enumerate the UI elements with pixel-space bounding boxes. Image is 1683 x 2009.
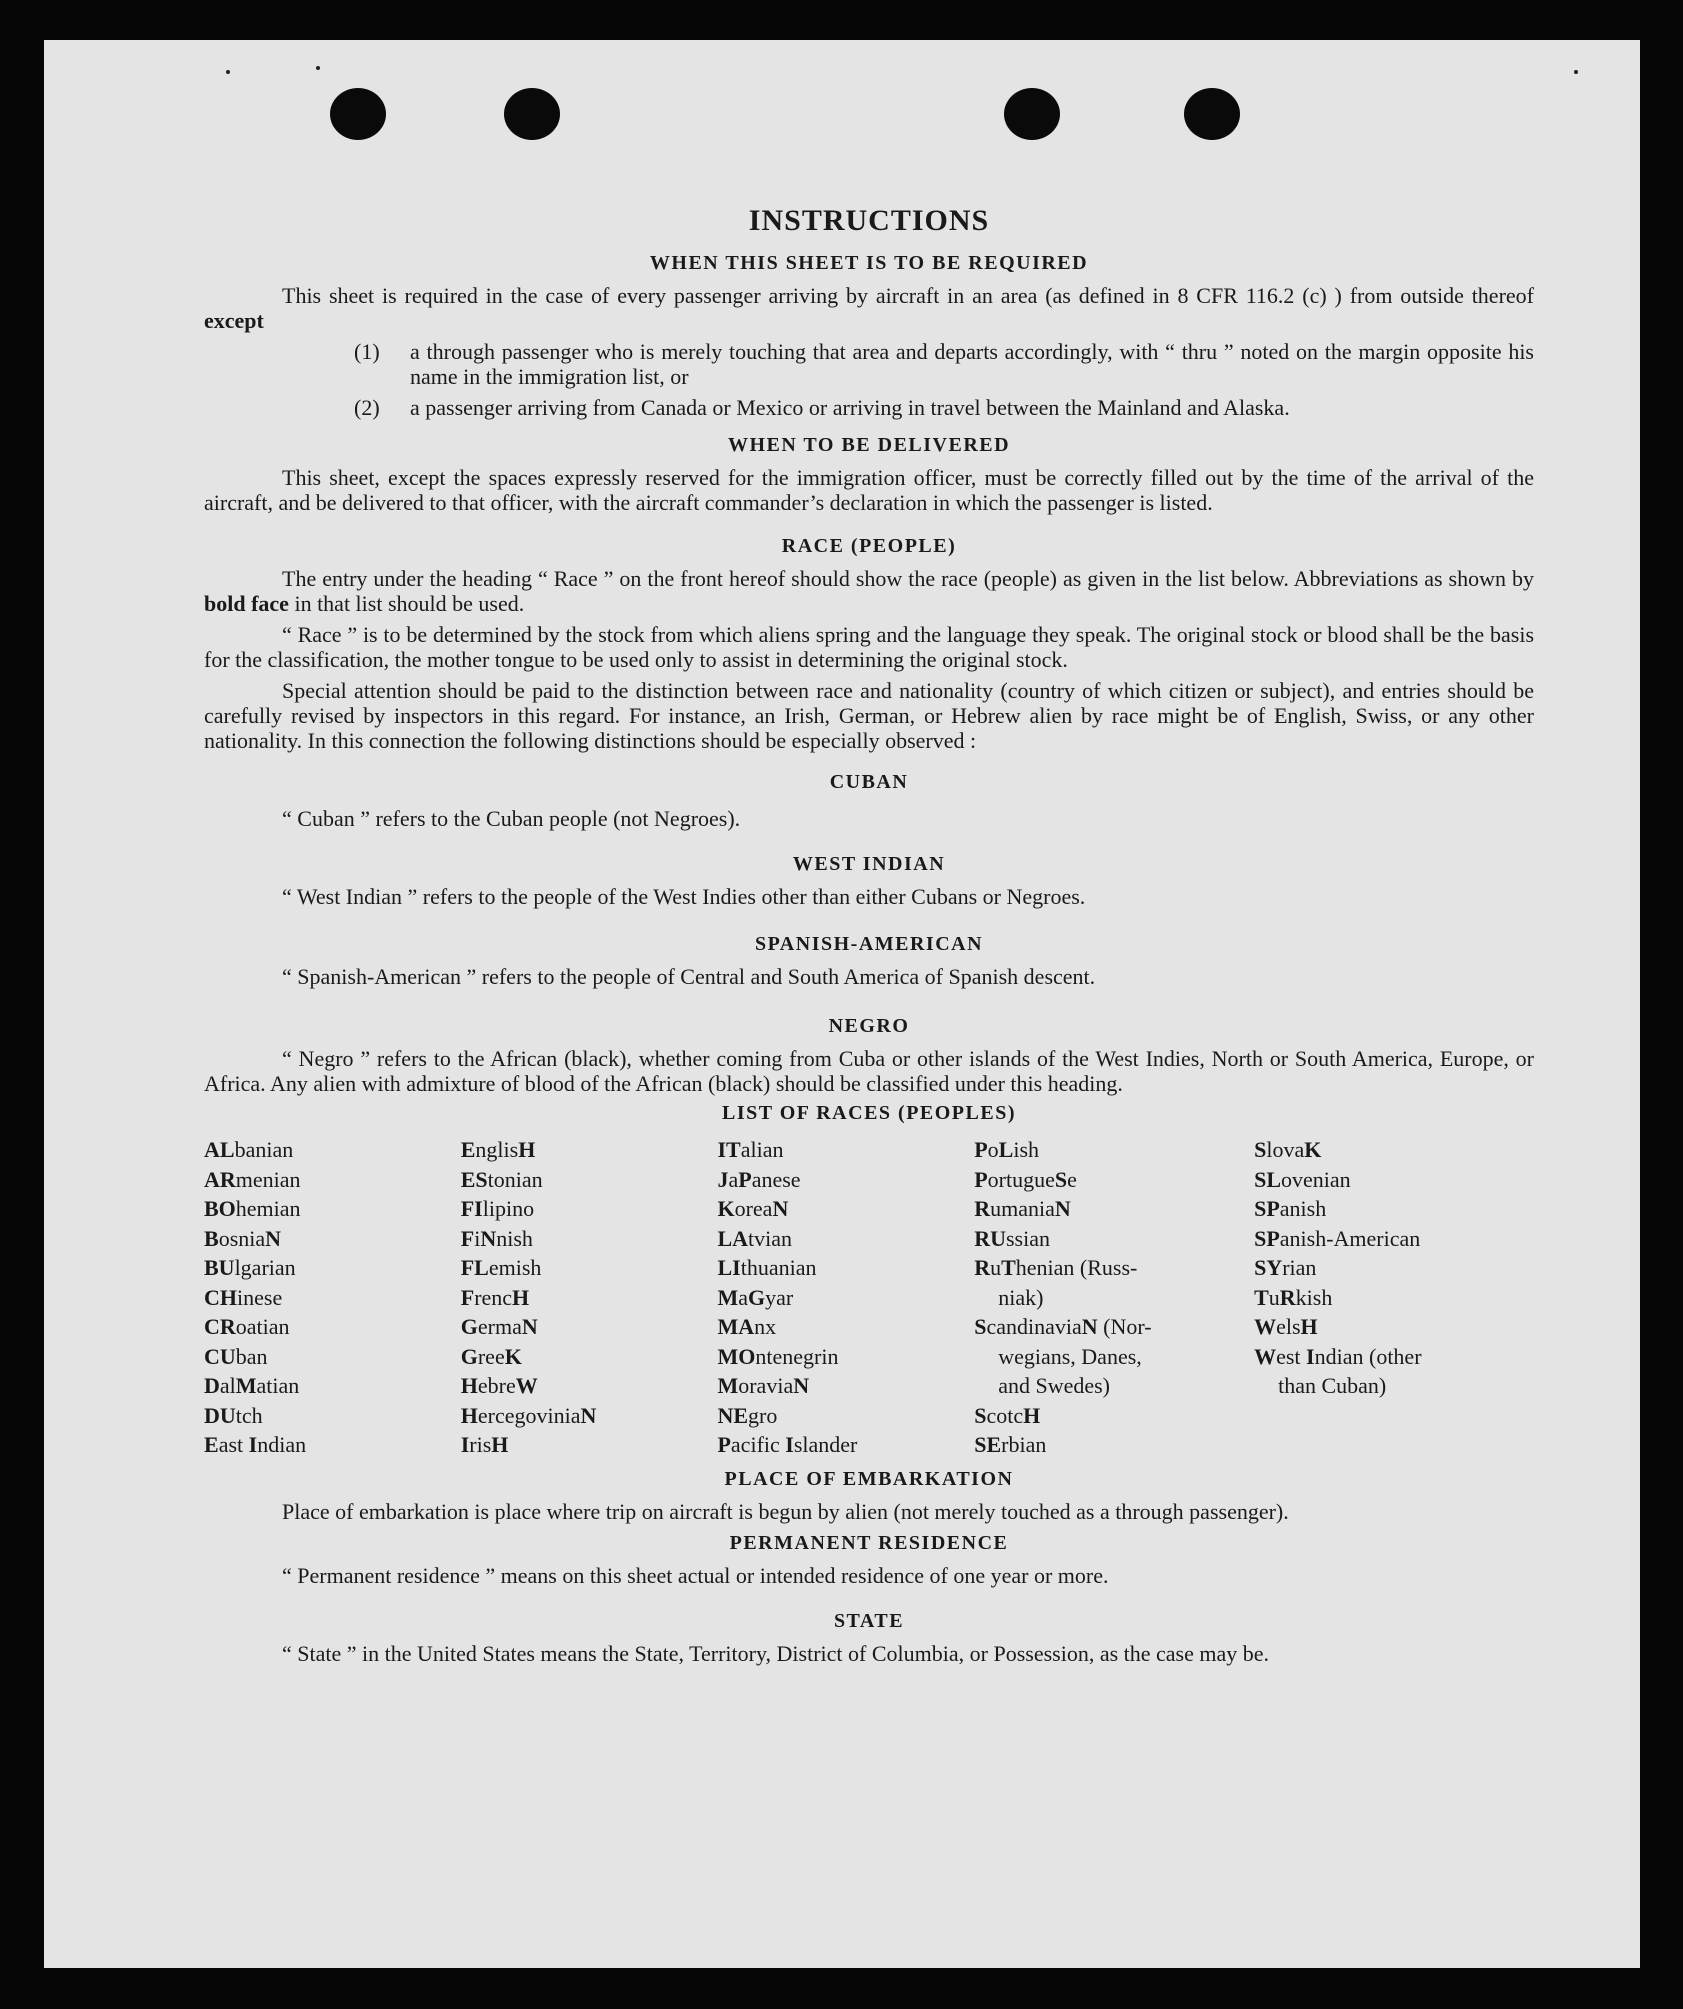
race-entry: MAnx xyxy=(717,1314,777,1339)
race-entry: PortugueSe xyxy=(974,1166,1077,1192)
race-entry: MoraviaN xyxy=(717,1373,810,1398)
race-entry: LIthuanian xyxy=(717,1255,817,1280)
west-indian-text: “ West Indian ” refers to the people of the West Indies other than either Cubans or Negroes. xyxy=(282,884,1086,909)
section-heading-west-indian: WEST INDIAN xyxy=(792,853,946,875)
race-entry: LAtvian xyxy=(717,1225,793,1251)
instructions-content xyxy=(204,164,1534,1672)
state-text: “ State ” in the United States means the State, Territory, District of Columbia, or Possession, as the case may be. xyxy=(282,1640,1270,1666)
race-entry: RumaniaN xyxy=(974,1196,1071,1221)
punch-hole-4 xyxy=(1184,88,1240,140)
speck xyxy=(226,70,230,74)
section-heading-cuban: CUBAN xyxy=(829,771,909,793)
race-paragraph-2: “ Race ” is to be determined by the stock from which aliens spring and the language they speak. The original stock or blood shall be the basis for the classification, the mother tongue to be used only to assist in determining the original stock. xyxy=(204,622,1534,672)
race-entry: FLemish xyxy=(460,1255,542,1280)
race-entry: ScotcH xyxy=(974,1402,1041,1428)
race-entry: SErbian xyxy=(974,1432,1047,1457)
embarkation-text: Place of embarkation is place where trip on aircraft is begun by alien (not merely touched as a through passenger). xyxy=(282,1498,1289,1524)
race-entry: WelsH xyxy=(1254,1314,1318,1339)
required-intro: This sheet is required in the case of every passenger arriving by aircraft in an area (as defined in 8 CFR 116.2 (c) ) from outside thereof except xyxy=(204,283,1534,333)
race-entry: RUssian xyxy=(974,1225,1050,1251)
section-heading-residence: PERMANENT RESIDENCE xyxy=(729,1531,1009,1554)
race-paragraph-1: The entry under the heading “ Race ” on the front hereof should show the race (people) as given in the list below. Abbreviations as shown by bold face in that list should be used. xyxy=(204,566,1534,616)
race-entry: and Swedes) xyxy=(998,1373,1111,1398)
race-entry: JaPanese xyxy=(717,1166,801,1192)
punch-hole-2 xyxy=(504,88,560,140)
negro-text: “ Negro ” refers to the African (black), whether coming from Cuba or other islands of the West Indies, North or South America, Europe, or Africa. Any alien with admixture of blood of the African (black) should be classified under this heading. xyxy=(204,1046,1534,1096)
race-column xyxy=(974,1135,1254,1460)
cuban-text: “ Cuban ” refers to the Cuban people (not Negroes). xyxy=(282,806,741,831)
exception-item: (2) a passenger arriving from Canada or Mexico or arriving in travel between the Mainland and Alaska. xyxy=(354,395,1290,420)
page-title: INSTRUCTIONS xyxy=(748,204,990,237)
race-column xyxy=(204,1135,461,1460)
section-heading-race: RACE (PEOPLE) xyxy=(781,535,957,557)
delivered-text: This sheet, except the spaces expressly reserved for the immigration officer, must be correctly filled out by the time of the arrival of the aircraft, and be delivered to that officer, with the aircraft commander’s declaration in which the passenger is listed. xyxy=(204,465,1534,515)
race-entry: SPanish xyxy=(1254,1196,1327,1221)
section-heading-embarkation: PLACE OF EMBARKATION xyxy=(724,1467,1014,1490)
race-entry: ITalian xyxy=(717,1137,784,1162)
speck xyxy=(1574,70,1578,74)
race-column xyxy=(1254,1135,1534,1460)
punch-hole-1 xyxy=(330,88,386,140)
race-entry: ARmenian xyxy=(204,1166,301,1192)
race-entry: DUtch xyxy=(204,1402,263,1428)
race-entry: EnglisH xyxy=(460,1137,536,1162)
race-entry: SYrian xyxy=(1254,1255,1317,1280)
race-paragraph-3: Special attention should be paid to the distinction between race and nationality (country of which citizen or subject), and entries should be carefully revised by inspectors in this regard. For instance, an Irish, German, or Hebrew alien by race might be of English, Swiss, or any other nationality. In this connection the following distinctions should be especially observed : xyxy=(204,678,1534,753)
race-entry: ALbanian xyxy=(204,1137,294,1162)
race-entry: BOhemian xyxy=(204,1196,301,1221)
race-entry: than Cuban) xyxy=(1278,1373,1387,1398)
document-sheet xyxy=(44,40,1640,1968)
race-entry: NEgro xyxy=(717,1402,778,1428)
race-entry: KoreaN xyxy=(717,1196,789,1221)
race-list xyxy=(204,1135,1534,1460)
race-entry: East Indian xyxy=(204,1432,307,1457)
race-entry: GreeK xyxy=(460,1343,522,1369)
race-entry: PoLish xyxy=(974,1137,1040,1162)
race-entry: IrisH xyxy=(460,1432,509,1457)
residence-text: “ Permanent residence ” means on this sheet actual or intended residence of one year or more. xyxy=(282,1562,1109,1588)
race-entry: FIlipino xyxy=(460,1196,535,1221)
exception-item: (1) a through passenger who is merely touching that area and departs accordingly, with “ thru ” noted on the margin opposite his name in the immigration list, or xyxy=(354,339,1534,389)
race-entry: SLovenian xyxy=(1254,1166,1351,1192)
section-heading-negro: NEGRO xyxy=(828,1015,910,1037)
punch-hole-3 xyxy=(1004,88,1060,140)
race-entry: HercegoviniaN xyxy=(460,1402,597,1428)
race-entry: wegians, Danes, xyxy=(998,1343,1142,1369)
race-entry: DalMatian xyxy=(204,1373,300,1398)
race-entry: CRoatian xyxy=(204,1314,290,1339)
race-list-heading: LIST OF RACES (PEOPLES) xyxy=(721,1102,1016,1124)
race-entry: HebreW xyxy=(460,1373,538,1398)
race-entry: FiNnish xyxy=(460,1225,533,1251)
race-column xyxy=(461,1135,718,1460)
section-heading-state: STATE xyxy=(833,1609,905,1632)
race-entry: Pacific Islander xyxy=(717,1432,858,1457)
section-heading-spanish-american: SPANISH-AMERICAN xyxy=(754,933,984,955)
race-entry: BUlgarian xyxy=(204,1255,296,1280)
section-heading-delivered: WHEN TO BE DELIVERED xyxy=(727,434,1011,456)
race-entry: SlovaK xyxy=(1254,1137,1322,1162)
race-entry: BosniaN xyxy=(204,1225,282,1251)
race-entry: CHinese xyxy=(204,1284,283,1310)
race-entry: niak) xyxy=(998,1284,1044,1310)
race-entry: TuRkish xyxy=(1254,1284,1333,1310)
race-entry: CUban xyxy=(204,1343,268,1369)
race-entry: MOntenegrin xyxy=(717,1343,839,1369)
race-entry: FrencH xyxy=(460,1284,530,1310)
race-entry: EStonian xyxy=(460,1166,543,1192)
race-column xyxy=(717,1135,974,1460)
race-entry: West Indian (other xyxy=(1254,1343,1422,1369)
section-heading-required: WHEN THIS SHEET IS TO BE REQUIRED xyxy=(649,252,1089,274)
race-entry: SPanish-American xyxy=(1254,1225,1421,1251)
race-entry: GermaN xyxy=(460,1314,538,1339)
spanish-american-text: “ Spanish-American ” refers to the people of Central and South America of Spanish descent. xyxy=(282,964,1096,989)
race-entry: ScandinaviaN (Nor- xyxy=(974,1314,1152,1339)
speck xyxy=(316,66,320,70)
race-entry: MaGyar xyxy=(717,1284,794,1310)
race-entry: RuThenian (Russ- xyxy=(974,1255,1138,1280)
